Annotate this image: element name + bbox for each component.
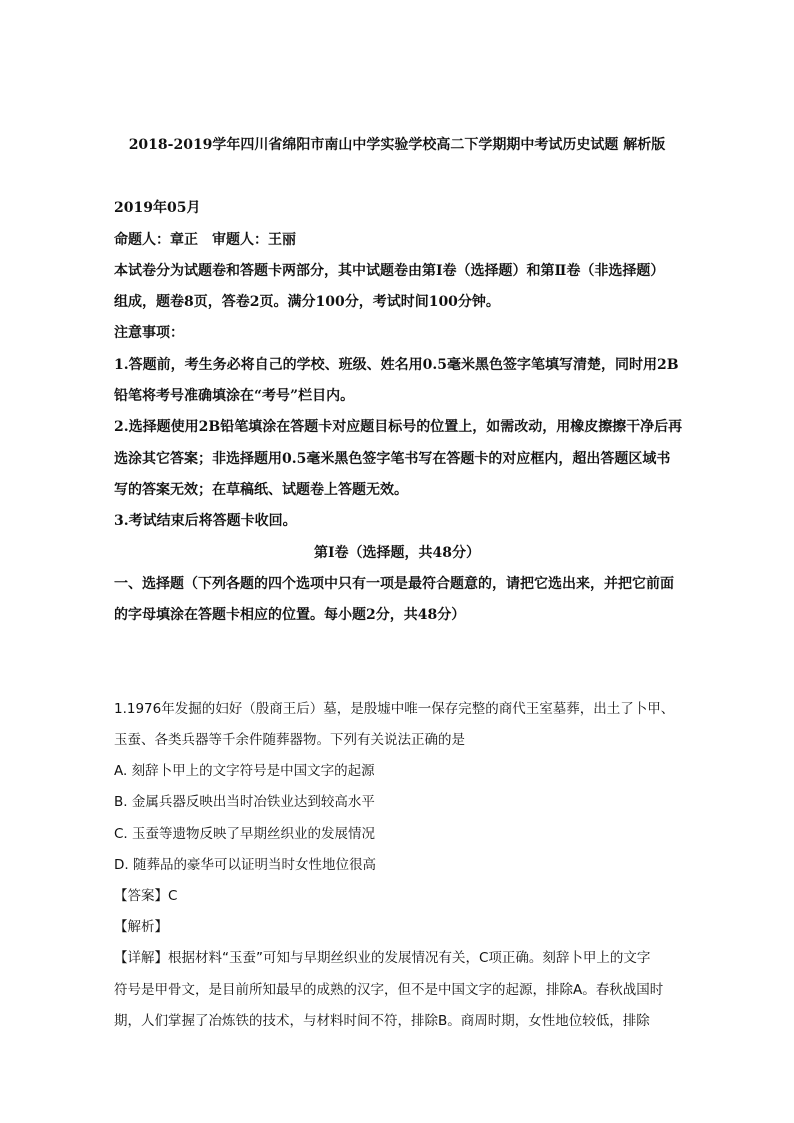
detail-line-3: 期，人们掌握了冶炼铁的技术，与材料时间不符，排除B。商周时期，女性地位较低，排除 [114,1013,650,1029]
section-instruction-1: 一、选择题（下列各题的四个选项中只有一项是最符合题意的，请把它选出来，并把它前面 [114,576,674,592]
notice-line-5: 写的答案无效；在草稿纸、试题卷上答题无效。 [114,482,408,498]
notice-line-3: 2.选择题使用2B铅笔填涂在答题卡对应题目标号的位置上，如需改动，用橡皮擦擦干净后再 [114,419,683,435]
exam-date: 2019年05月 [114,200,201,216]
intro-line-1: 本试卷分为试题卷和答题卡两部分，其中试题卷由第Ⅰ卷（选择题）和第Ⅱ卷（非选择题） [114,263,665,279]
option-a: A. 刻辞卜甲上的文字符号是中国文字的起源 [114,763,375,779]
question-stem-line-2: 玉蚕、各类兵器等千余件随葬器物。下列有关说法正确的是 [114,732,465,748]
analysis-label: 【解析】 [114,919,168,935]
notice-line-6: 3.考试结束后将答题卡收回。 [114,513,297,529]
detail-line-2: 符号是甲骨文，是目前所知最早的成熟的汉字，但不是中国文字的起源，排除A。春秋战国时 [114,982,664,998]
option-b: B. 金属兵器反映出当时冶铁业达到较高水平 [114,794,375,810]
section-title: 第Ⅰ卷（选择题，共48分） [313,545,481,561]
detail-line-1: 【详解】根据材料“玉蚕”可知与早期丝织业的发展情况有关，C项正确。刻辞卜甲上的文字 [114,950,651,966]
notice-line-4: 选涂其它答案；非选择题用0.5毫米黑色签字笔书写在答题卡的对应框内，超出答题区域书 [114,451,671,467]
intro-line-2: 组成，题卷8页，答卷2页。满分100分，考试时间100分钟。 [114,294,500,310]
section-instruction-2: 的字母填涂在答题卡相应的位置。每小题2分，共48分） [114,607,466,623]
answer-line: 【答案】C [114,888,178,904]
option-d: D. 随葬品的豪华可以证明当时女性地位很高 [114,857,376,873]
question-stem-line-1: 1.1976年发掘的妇好（殷商王后）墓，是殷墟中唯一保存完整的商代王室墓葬，出土了卜甲、 [114,701,675,717]
option-c: C. 玉蚕等遗物反映了早期丝织业的发展情况 [114,826,376,842]
exam-authors: 命题人：章正 审题人：王丽 [114,232,296,248]
document-title: 2018-2019学年四川省绵阳市南山中学实验学校高二下学期期中考试历史试题 解析版 [128,137,666,153]
notice-line-2: 铅笔将考号准确填涂在“考号”栏目内。 [114,388,355,404]
notice-heading: 注意事项： [114,325,184,341]
notice-line-1: 1.答题前，考生务必将自己的学校、班级、姓名用0.5毫米黑色签字笔填写清楚，同时用2B [114,357,679,373]
